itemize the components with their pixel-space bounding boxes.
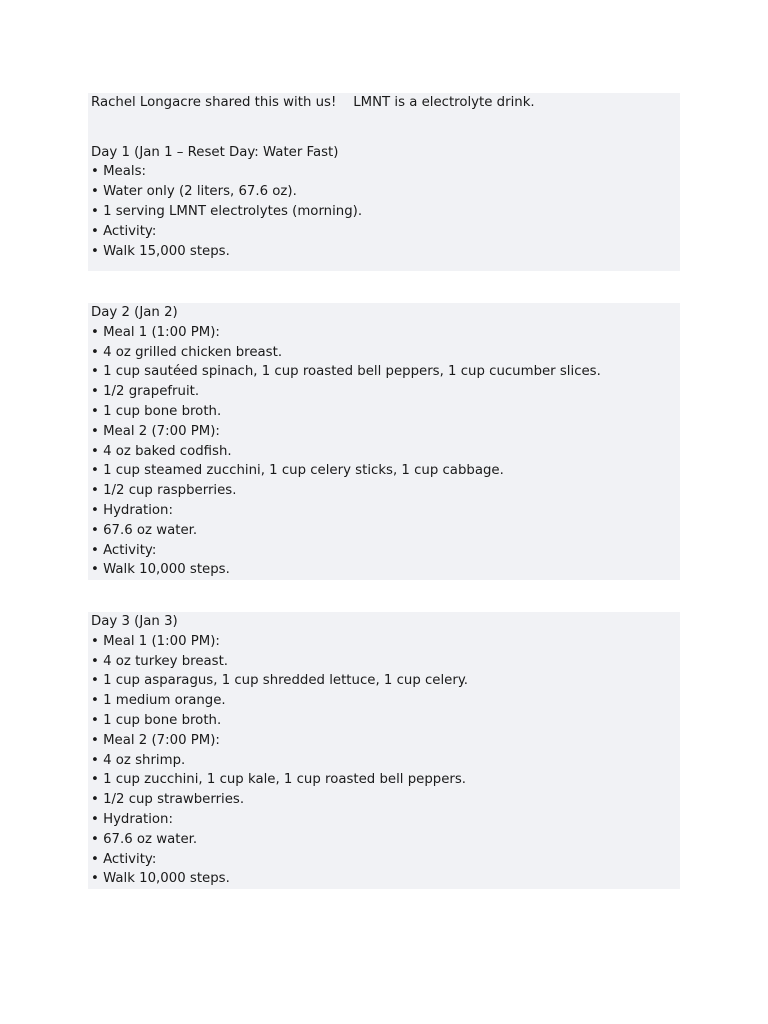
list-item: • Activity:: [91, 542, 157, 558]
list-item: • Activity:: [91, 851, 157, 867]
list-item: • Hydration:: [91, 502, 173, 518]
list-item: • 4 oz turkey breast.: [91, 653, 229, 669]
list-item: • Meals:: [91, 164, 146, 180]
day3-block: [88, 612, 680, 889]
list-item: • 4 oz baked codfish.: [91, 443, 232, 459]
list-item: • 1 cup bone broth.: [91, 712, 222, 728]
list-item: • 1/2 grapefruit.: [91, 384, 200, 400]
list-item: • 67.6 oz water.: [91, 522, 198, 538]
list-item: • Walk 10,000 steps.: [91, 871, 230, 887]
list-item: • Walk 10,000 steps.: [91, 562, 230, 578]
day-heading: Day 1 (Jan 1 – Reset Day: Water Fast): [91, 144, 339, 160]
list-item: • Walk 15,000 steps.: [91, 243, 230, 259]
list-item: • Meal 2 (7:00 PM):: [91, 423, 220, 439]
list-item: • 1 cup sautéed spinach, 1 cup roasted bell peppers, 1 cup cucumber slices.: [91, 364, 601, 380]
list-item: • 1 medium orange.: [91, 693, 226, 709]
day2-block: [88, 303, 680, 580]
list-item: • 1/2 cup raspberries.: [91, 483, 237, 499]
intro-note: Rachel Longacre shared this with us! LMNT is a electrolyte drink.: [91, 95, 535, 110]
list-item: • Hydration:: [91, 811, 173, 827]
list-item: • 4 oz shrimp.: [91, 752, 186, 768]
day-heading: Day 3 (Jan 3): [91, 614, 178, 629]
blank-line: [91, 133, 680, 143]
list-item: • Activity:: [91, 223, 157, 239]
list-item: • Meal 2 (7:00 PM):: [91, 732, 220, 748]
intro-day1-block: [88, 93, 680, 271]
list-item: • Meal 1 (1:00 PM):: [91, 633, 220, 649]
list-item: • 1 cup bone broth.: [91, 403, 222, 419]
list-item: • 1/2 cup strawberries.: [91, 792, 245, 808]
list-item: • 67.6 oz water.: [91, 831, 198, 847]
list-item: • 1 cup zucchini, 1 cup kale, 1 cup roasted bell peppers.: [91, 772, 467, 788]
blank-line: [91, 113, 680, 133]
list-item: • Meal 1 (1:00 PM):: [91, 324, 220, 340]
list-item: • 1 cup asparagus, 1 cup shredded lettuce, 1 cup celery.: [91, 673, 469, 689]
list-item: • 4 oz grilled chicken breast.: [91, 344, 283, 360]
list-item: • Water only (2 liters, 67.6 oz).: [91, 184, 297, 200]
day-heading: Day 2 (Jan 2): [91, 305, 178, 320]
list-item: • 1 cup steamed zucchini, 1 cup celery sticks, 1 cup cabbage.: [91, 463, 504, 479]
list-item: • 1 serving LMNT electrolytes (morning).: [91, 203, 363, 219]
